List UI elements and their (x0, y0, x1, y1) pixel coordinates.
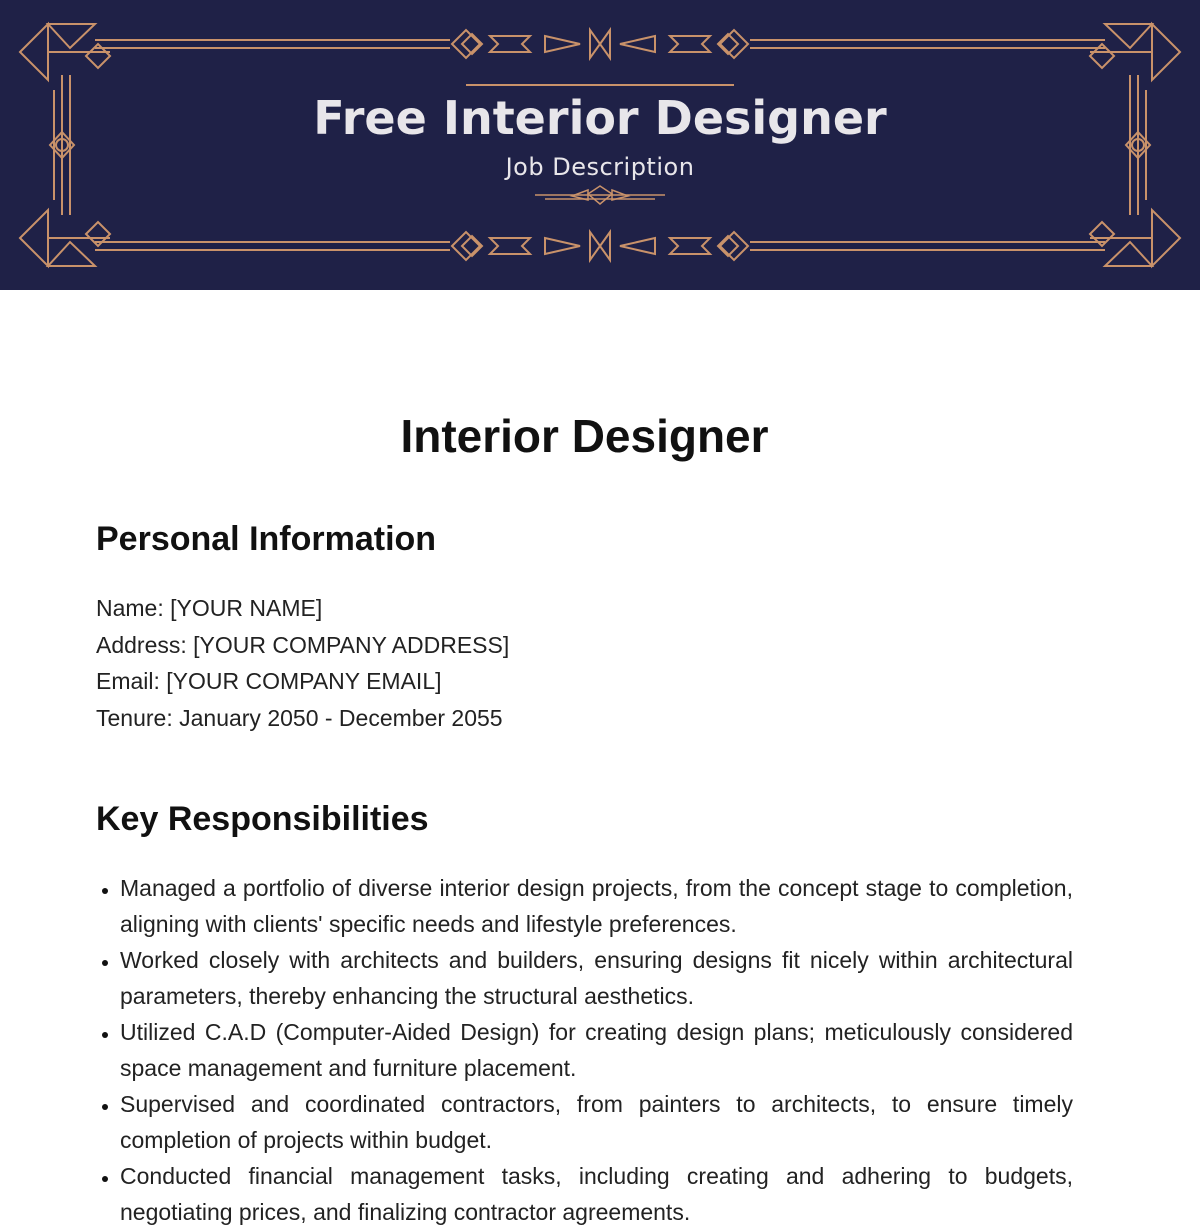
responsibilities-list (96, 870, 1073, 1230)
list-item-text: Utilized C.A.D (Computer-Aided Design) for creating design plans; meticulously considered space management and furniture placement. (120, 1019, 1073, 1081)
document-body (96, 400, 1073, 1230)
list-item-text: Worked closely with architects and builders, ensuring designs fit nicely within architectural parameters, thereby enhancing the structural aesthetics. (120, 947, 1073, 1009)
list-item (96, 1014, 1073, 1086)
list-item-text: Managed a portfolio of diverse interior design projects, from the concept stage to completion, aligning with clients' specific needs and lifestyle preferences. (120, 875, 1073, 937)
name-line: Name: [YOUR NAME] (96, 595, 323, 621)
email-line: Email: [YOUR COMPANY EMAIL] (96, 668, 442, 694)
list-item-text: Conducted financial management tasks, including creating and adhering to budgets, negotiating prices, and finalizing contractor agreements. (120, 1163, 1073, 1225)
list-item (96, 870, 1073, 942)
list-item-text: Supervised and coordinated contractors, from painters to architects, to ensure timely completion of projects within budget. (120, 1091, 1073, 1153)
bullet-icon (102, 888, 108, 894)
bullet-icon (102, 1176, 108, 1182)
personal-information-block (96, 590, 1073, 736)
bullet-icon (102, 960, 108, 966)
bullet-icon (102, 1032, 108, 1038)
list-item (96, 1086, 1073, 1158)
list-item (96, 942, 1073, 1014)
personal-information-heading: Personal Information (96, 520, 437, 558)
bullet-icon (102, 1104, 108, 1110)
address-line: Address: [YOUR COMPANY ADDRESS] (96, 631, 510, 658)
banner-subtitle: Job Description (505, 153, 695, 181)
document-title: Interior Designer (400, 410, 769, 462)
tenure-line: Tenure: January 2050 - December 2055 (96, 704, 503, 731)
key-responsibilities-heading: Key Responsibilities (96, 800, 429, 838)
banner-title: Free Interior Designer (313, 91, 887, 145)
header-banner (0, 0, 1200, 290)
list-item (96, 1158, 1073, 1230)
